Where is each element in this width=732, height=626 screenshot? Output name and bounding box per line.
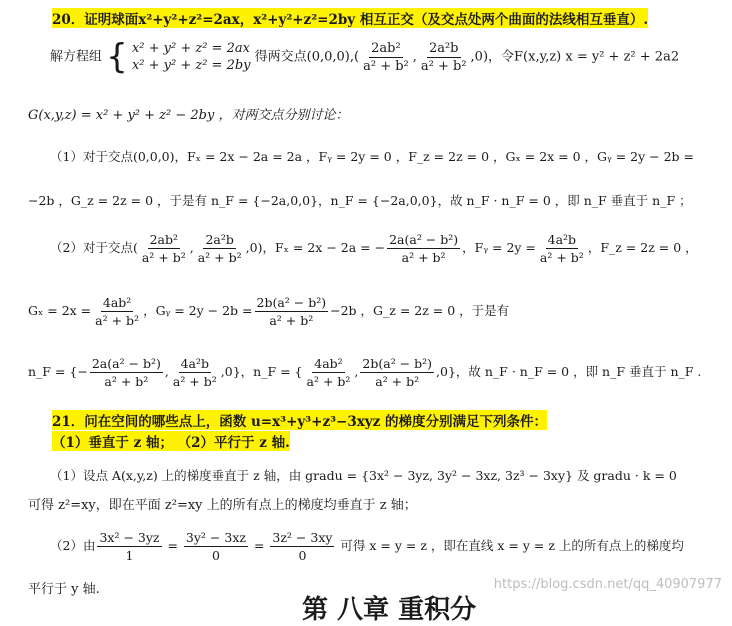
fraction — [387, 232, 460, 265]
denominator: a² + b² — [375, 374, 420, 389]
denominator: a² + b² — [401, 250, 446, 265]
numerator: 2b(a² − b²) — [362, 356, 433, 371]
part-2-conclusion: 可得 x = y = z ，即在直线 x = y = z 上的所有点上的梯度均 — [340, 538, 684, 553]
nf-conclusion: ,0}，故 n_F · n_F = 0 ，即 n_F 垂直于 n_F . — [436, 364, 702, 379]
numerator: 4a²b — [547, 232, 577, 247]
equation-system — [132, 40, 251, 74]
nf-prefix: n_F = {− — [28, 364, 88, 379]
numerator: 2ab² — [371, 40, 401, 56]
fz-text: ，F_z = 2z = 0 ， — [587, 240, 698, 255]
fraction — [305, 356, 353, 389]
denominator: 0 — [298, 548, 307, 563]
numerator: 3z² − 3xy — [272, 530, 333, 545]
denominator: a² + b² — [363, 58, 409, 74]
numerator: 4a²b — [180, 356, 210, 371]
g-partials-line — [28, 295, 509, 328]
fraction — [171, 356, 219, 389]
fraction — [90, 356, 163, 389]
numerator: 2ab² — [149, 232, 178, 247]
gx-text: Gₓ = 2x = — [28, 303, 92, 318]
denominator: a² + b² — [95, 313, 140, 328]
part-1-line: （1）设点 A(x,y,z) 上的梯度垂直于 z 轴，由 gradu = {3x² − 3yz, 3y² − 3xz, 3z³ − 3xy} 及 gradu · k = 0 — [50, 468, 677, 483]
fx-text: ，Fₓ = 2x − 2a = − — [262, 240, 386, 255]
denominator: a² + b² — [197, 250, 242, 265]
part-1-conclusion: 可得 z²=xy，即在平面 z²=xy 上的所有点上的梯度均垂直于 z 轴； — [28, 498, 417, 513]
fy-text: ，Fᵧ = 2y = — [462, 240, 536, 255]
gy-text: ，Gᵧ = 2y − 2b = — [143, 303, 253, 318]
case-1-line: （1）对于交点(0,0,0)，Fₓ = 2x − 2a = 2a ，Fᵧ = 2y = 0 ，F_z = 2z = 0 ，Gₓ = 2x = 0 ，Gᵧ = 2y − 2b = — [50, 149, 695, 164]
equation-1: x² + y² + z² = 2ax — [131, 41, 250, 56]
gz-text: −2b ，G_z = 2z = 0 ，于是有 — [330, 303, 510, 318]
intersection-text: 得两交点(0,0,0),( — [254, 49, 360, 65]
case-1-conclusion: −2b ，G_z = 2z = 0 ，于是有 n_F = {−2a,0,0}，n_F = {−2a,0,0}，故 n_F · n_F = 0 ，即 n_F 垂直于 n_F ； — [28, 193, 692, 208]
numerator: 2a(a² − b²) — [91, 356, 161, 371]
fraction — [184, 530, 248, 563]
numerator: 2a(a² − b²) — [389, 232, 459, 247]
g-definition-line: G(x,y,z) = x² + y² + z² − 2by ，对两交点分别讨论： — [28, 108, 349, 123]
fraction — [93, 295, 141, 328]
denominator: 0 — [211, 548, 220, 563]
fraction — [140, 232, 188, 265]
denominator: 1 — [125, 548, 134, 563]
let-text: ,0)，令F(x,y,z) x = y² + z² + 2a2 — [470, 49, 680, 65]
numerator: 3x² − 3yz — [99, 530, 160, 545]
denominator: a² + b² — [269, 313, 314, 328]
numerator: 4ab² — [314, 356, 343, 371]
problem-21-title: 21．问在空间的哪些点上，函数 u=x³+y³+z³−3xyz 的梯度分别满足下列条件： — [52, 410, 547, 430]
problem-20-title: 20．证明球面x²+y²+z²=2ax，x²+y²+z²=2by 相互正交（及交点处两个曲面的法线相互垂直）. — [52, 8, 648, 28]
fraction — [419, 41, 469, 74]
chapter-heading: 第 八章 重积分 — [302, 595, 477, 625]
part-2-prefix: （2）由 — [50, 538, 96, 553]
fraction — [196, 232, 244, 265]
nf-middle: ,0}，n_F = { — [220, 364, 303, 379]
numerator: 3y² − 3xz — [185, 530, 246, 545]
case-2-prefix: （2）对于交点( — [50, 240, 138, 255]
numerator: 2a²b — [205, 232, 234, 247]
fraction — [255, 295, 329, 328]
solve-system-line: 解方程组 { x² + y² + z² = 2ax x² + y² + z² = 2by 得两交点(0,0,0),( $\frac{\text{2ab²}}{\text{a² + b²}}$ , $\frac{\text{2a²b}}{\text{a² + b²}}$ ,0)，令F(x,y,z) x = y² + z² + 2a2 — [50, 37, 680, 77]
solve-label: 解方程组 — [50, 49, 103, 65]
equation-2: x² + y² + z² = 2by — [131, 58, 251, 73]
watermark: https://blog.csdn.net/qq_40907977 — [493, 577, 722, 592]
denominator: a² + b² — [104, 374, 149, 389]
numerator: 4ab² — [102, 295, 132, 310]
denominator: a² + b² — [539, 250, 584, 265]
denominator: a² + b² — [141, 250, 186, 265]
fraction — [538, 232, 586, 265]
numerator: 2a²b — [428, 40, 459, 56]
part-2-end: 平行于 y 轴. — [28, 582, 100, 597]
case-2-line: （2）对于交点( $\frac{\text{2ab²}}{\text{a² + b²}}$ , $\frac{\text{2a²b}}{\text{a² + b²}}$ ,0)，Fₓ = 2x − 2a = − $\frac{\text{2a(a² − b²)}}{\text{a² + b²}}$ ，Fᵧ = 2y = $\frac{\text{4a²b}}{\text{a² + b²}}$ ，F_z = 2z = 0 ， — [50, 232, 698, 265]
denominator: a² + b² — [172, 374, 217, 389]
system-brace: { — [106, 37, 128, 77]
normal-vectors-line: n_F = {− $\frac{\text{2a(a² − b²)}}{\text{a² + b²}}$ , $\frac{\text{4a²b}}{\text{a² + b²}}$ ,0}，n_F = { $\frac{\text{4ab²}}{\text{a² + b²}}$ , $\frac{\text{2b(a² − b²)}}{\text{a² + b²}}$ ,0}，故 n_F · n_F = 0 ，即 n_F 垂直于 n_F . — [28, 356, 702, 389]
fraction — [361, 41, 411, 74]
numerator: 2b(a² − b²) — [256, 295, 327, 310]
fraction — [360, 356, 434, 389]
fraction — [97, 530, 161, 563]
part-2-line: （2）由 $\frac{\text{3x² − 3yz}}{1}$ = $\frac{\text{3y² − 3xz}}{0}$ = $\frac{\text{3z² − 3xy}}{0}$ 可得 x = y = z ，即在直线 x = y = z 上的所有点上的梯度均 — [50, 530, 684, 563]
problem-21-conditions: （1）垂直于 z 轴； （2）平行于 z 轴. — [52, 431, 290, 451]
fraction — [270, 530, 334, 563]
denominator: a² + b² — [420, 58, 467, 74]
denominator: a² + b² — [306, 374, 351, 389]
